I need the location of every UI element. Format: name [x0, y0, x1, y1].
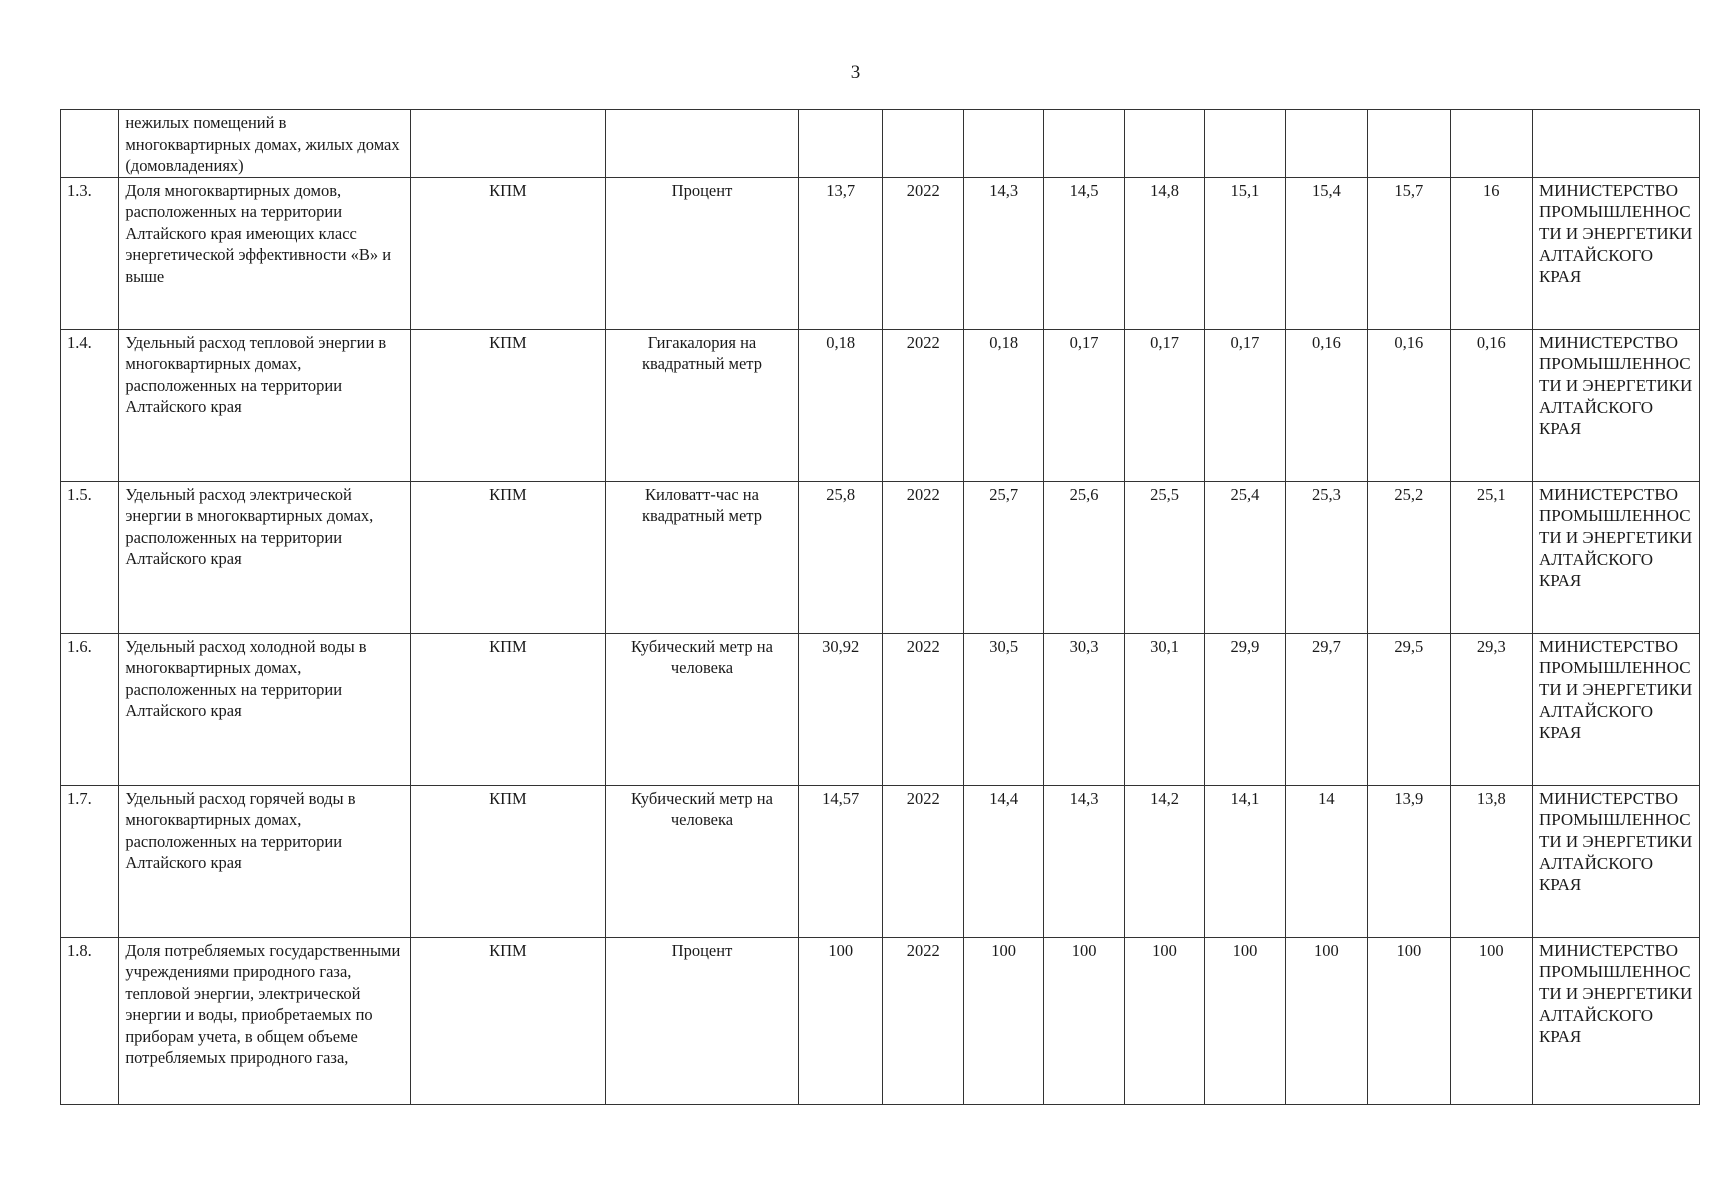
target-value-cell: 14,4 [963, 785, 1043, 937]
target-value-cell: 30,3 [1044, 633, 1124, 785]
table-row [61, 177, 1700, 329]
row-number-cell: 1.5. [61, 481, 119, 633]
unit-cell: Гигакалория на квадратный метр [605, 329, 798, 481]
unit-cell: Киловатт-час на квадратный метр [605, 481, 798, 633]
empty-cell [605, 110, 798, 178]
target-value-cell: 16 [1450, 177, 1532, 329]
target-value-cell: 100 [1368, 937, 1450, 1104]
target-value-cell: 29,7 [1285, 633, 1367, 785]
row-number-cell: 1.3. [61, 177, 119, 329]
responsible-cell: МИНИСТЕРСТВО ПРОМЫШЛЕННОСТИ И ЭНЕРГЕТИКИ АЛТАЙСКОГО КРАЯ [1532, 177, 1699, 329]
responsible-cell: МИНИСТЕРСТВО ПРОМЫШЛЕННОСТИ И ЭНЕРГЕТИКИ АЛТАЙСКОГО КРАЯ [1532, 937, 1699, 1104]
indicators-table [60, 109, 1700, 1105]
target-value-cell: 100 [1205, 937, 1285, 1104]
target-value-cell: 25,5 [1124, 481, 1204, 633]
target-value-cell: 14,2 [1124, 785, 1204, 937]
target-value-cell: 0,17 [1124, 329, 1204, 481]
target-value-cell: 14,8 [1124, 177, 1204, 329]
row-number-cell: 1.7. [61, 785, 119, 937]
target-value-cell: 29,9 [1205, 633, 1285, 785]
target-value-cell: 13,8 [1450, 785, 1532, 937]
table-row [61, 329, 1700, 481]
target-value-cell: 25,2 [1368, 481, 1450, 633]
table-row [61, 481, 1700, 633]
table-row [61, 785, 1700, 937]
target-value-cell: 0,16 [1285, 329, 1367, 481]
target-value-cell: 0,16 [1368, 329, 1450, 481]
responsible-cell: МИНИСТЕРСТВО ПРОМЫШЛЕННОСТИ И ЭНЕРГЕТИКИ АЛТАЙСКОГО КРАЯ [1532, 633, 1699, 785]
target-value-cell: 0,16 [1450, 329, 1532, 481]
target-value-cell: 100 [963, 937, 1043, 1104]
target-value-cell: 0,18 [963, 329, 1043, 481]
empty-cell [1044, 110, 1124, 178]
table-row [61, 633, 1700, 785]
empty-cell [883, 110, 963, 178]
responsible-cell: МИНИСТЕРСТВО ПРОМЫШЛЕННОСТИ И ЭНЕРГЕТИКИ АЛТАЙСКОГО КРАЯ [1532, 481, 1699, 633]
target-value-cell: 25,7 [963, 481, 1043, 633]
table-row [61, 937, 1700, 1104]
empty-cell [963, 110, 1043, 178]
target-value-cell: 15,7 [1368, 177, 1450, 329]
target-value-cell: 25,1 [1450, 481, 1532, 633]
base-value-cell: 13,7 [799, 177, 883, 329]
indicator-name-cell: Удельный расход тепловой энергии в многоквартирных домах, расположенных на территории Алтайского края [119, 329, 411, 481]
target-value-cell: 14,3 [963, 177, 1043, 329]
table-row-continuation [61, 110, 1700, 178]
indicator-type-cell: КПМ [410, 937, 605, 1104]
indicator-name-cell: Доля многоквартирных домов, расположенных на территории Алтайского края имеющих класс энергетической эффективности «В» и выше [119, 177, 411, 329]
indicator-name-cell: Удельный расход холодной воды в многоквартирных домах, расположенных на территории Алтайского края [119, 633, 411, 785]
empty-cell [410, 110, 605, 178]
unit-cell: Процент [605, 937, 798, 1104]
empty-cell [1124, 110, 1204, 178]
empty-cell [799, 110, 883, 178]
target-value-cell: 100 [1450, 937, 1532, 1104]
target-value-cell: 14,3 [1044, 785, 1124, 937]
target-value-cell: 14 [1285, 785, 1367, 937]
row-number-cell [61, 110, 119, 178]
empty-cell [1532, 110, 1699, 178]
base-year-cell: 2022 [883, 785, 963, 937]
base-year-cell: 2022 [883, 177, 963, 329]
responsible-cell: МИНИСТЕРСТВО ПРОМЫШЛЕННОСТИ И ЭНЕРГЕТИКИ АЛТАЙСКОГО КРАЯ [1532, 329, 1699, 481]
empty-cell [1205, 110, 1285, 178]
indicator-type-cell: КПМ [410, 177, 605, 329]
target-value-cell: 25,3 [1285, 481, 1367, 633]
base-value-cell: 100 [799, 937, 883, 1104]
target-value-cell: 0,17 [1205, 329, 1285, 481]
indicator-name-cell: Удельный расход горячей воды в многоквартирных домах, расположенных на территории Алтайского края [119, 785, 411, 937]
base-value-cell: 0,18 [799, 329, 883, 481]
target-value-cell: 15,4 [1285, 177, 1367, 329]
target-value-cell: 14,1 [1205, 785, 1285, 937]
empty-cell [1285, 110, 1367, 178]
responsible-cell: МИНИСТЕРСТВО ПРОМЫШЛЕННОСТИ И ЭНЕРГЕТИКИ АЛТАЙСКОГО КРАЯ [1532, 785, 1699, 937]
target-value-cell: 29,3 [1450, 633, 1532, 785]
target-value-cell: 30,1 [1124, 633, 1204, 785]
base-value-cell: 25,8 [799, 481, 883, 633]
unit-cell: Процент [605, 177, 798, 329]
target-value-cell: 25,6 [1044, 481, 1124, 633]
target-value-cell: 30,5 [963, 633, 1043, 785]
base-year-cell: 2022 [883, 329, 963, 481]
target-value-cell: 0,17 [1044, 329, 1124, 481]
target-value-cell: 100 [1044, 937, 1124, 1104]
base-value-cell: 14,57 [799, 785, 883, 937]
indicator-name-cell: нежилых помещений в многоквартирных домах, жилых домах (домовладениях) [119, 110, 411, 178]
base-value-cell: 30,92 [799, 633, 883, 785]
unit-cell: Кубический метр на человека [605, 785, 798, 937]
indicator-name-cell: Доля потребляемых государственными учреждениями природного газа, тепловой энергии, электрической энергии и воды, приобретаемых по приборам учета, в общем объеме потребляемых природного газа, [119, 937, 411, 1104]
target-value-cell: 14,5 [1044, 177, 1124, 329]
indicator-type-cell: КПМ [410, 481, 605, 633]
base-year-cell: 2022 [883, 481, 963, 633]
empty-cell [1450, 110, 1532, 178]
unit-cell: Кубический метр на человека [605, 633, 798, 785]
table-body [61, 110, 1700, 1105]
target-value-cell: 100 [1285, 937, 1367, 1104]
target-value-cell: 13,9 [1368, 785, 1450, 937]
indicator-name-cell: Удельный расход электрической энергии в многоквартирных домах, расположенных на территории Алтайского края [119, 481, 411, 633]
indicator-type-cell: КПМ [410, 785, 605, 937]
page-number: 3 [850, 62, 861, 83]
base-year-cell: 2022 [883, 633, 963, 785]
target-value-cell: 15,1 [1205, 177, 1285, 329]
target-value-cell: 25,4 [1205, 481, 1285, 633]
target-value-cell: 29,5 [1368, 633, 1450, 785]
base-year-cell: 2022 [883, 937, 963, 1104]
indicator-type-cell: КПМ [410, 329, 605, 481]
row-number-cell: 1.4. [61, 329, 119, 481]
empty-cell [1368, 110, 1450, 178]
row-number-cell: 1.6. [61, 633, 119, 785]
indicator-type-cell: КПМ [410, 633, 605, 785]
target-value-cell: 100 [1124, 937, 1204, 1104]
row-number-cell: 1.8. [61, 937, 119, 1104]
